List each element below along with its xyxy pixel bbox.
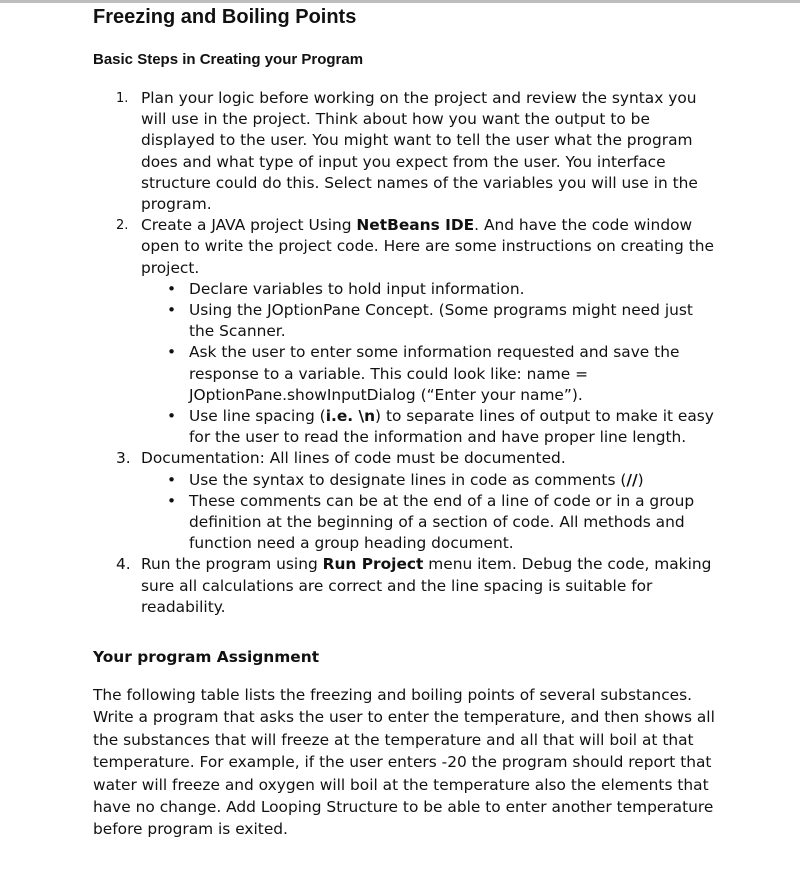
bullet-icon: •	[167, 343, 177, 362]
step-2	[93, 215, 723, 279]
step-2-text-bold: NetBeans IDE	[356, 216, 475, 235]
bullet-text: Using the JOptionPane Concept. (Some programs might need just the Scanner.	[189, 301, 693, 341]
bullet-text: Declare variables to hold input information.	[189, 279, 525, 298]
assignment-paragraph: The following table lists the freezing and boiling points of several substances. Write a program that asks the user to enter the temperature, and then shows all the substances that will freeze at the temperature and all that will boil at that temperature. For example, if the user enters -20 the program should report that water will freeze and oxygen will boil at the temperature also the elements that have no change. Add Looping Structure to be able to enter another temperature before program is exited.	[93, 686, 715, 839]
bullet-icon: •	[167, 301, 177, 320]
bullet-text: Ask the user to enter some information requested and save the response to a variable. This could look like: name = JOptionPane.showInputDialog (“Enter your name”).	[189, 343, 680, 404]
step-3-number: 3.	[116, 449, 131, 468]
step-2-text-pre: Create a JAVA project Using	[141, 216, 357, 235]
step-1-text: Plan your logic before working on the project and review the syntax you will use in the project. Think about how you want the output to be displayed to the user. You might want to tell the user what the program does and what type of input you expect from the user. You interface structure could do this. Select names of the variables you will use in the program.	[141, 89, 698, 214]
page-title: Freezing and Boiling Points	[93, 6, 357, 28]
bullet-icon: •	[167, 491, 177, 510]
bullet-text-bold: //	[626, 470, 638, 489]
step-2-bullet-4	[93, 406, 723, 448]
bullet-text: These comments can be at the end of a line of code or in a group definition at the beginning of a section of code. All methods and function need a group heading document.	[189, 491, 695, 553]
step-2-number: 2.	[116, 218, 129, 234]
bullet-icon: •	[167, 407, 177, 426]
step-1-number: 1.	[116, 91, 129, 106]
step-2-bullet-3	[93, 342, 723, 406]
bullet-text-bold: i.e. \n	[325, 407, 376, 426]
step-2-bullet-2	[93, 300, 723, 342]
section-heading-basic-steps: Basic Steps in Creating your Program	[93, 51, 364, 68]
section-heading-assignment: Your program Assignment	[93, 648, 320, 666]
bullet-text-pre: Use line spacing (	[189, 407, 326, 426]
step-4-text-bold: Run Project	[322, 555, 424, 574]
step-2-text-post: . And have the code window open to write the project code. Here are some instructions on creating the project.	[141, 216, 714, 277]
bullet-text-post: ) to separate lines of output to make it easy for the user to read the information and have proper line length.	[189, 407, 714, 447]
step-3	[93, 448, 723, 469]
step-1	[93, 88, 723, 215]
step-3-bullet-2	[93, 491, 723, 555]
step-4	[93, 554, 723, 618]
steps-list	[93, 88, 723, 618]
bullet-text-pre: Use the syntax to designate lines in code as comments (	[189, 470, 627, 489]
step-3-bullet-1	[93, 470, 723, 491]
step-3-text: Documentation: All lines of code must be documented.	[141, 449, 566, 468]
step-4-number: 4.	[116, 555, 131, 574]
step-4-text-post: menu item. Debug the code, making sure all calculations are correct and the line spacing is suitable for readability.	[141, 555, 712, 616]
step-4-text-pre: Run the program using	[141, 555, 323, 574]
bullet-icon: •	[167, 470, 177, 489]
bullet-icon: •	[167, 279, 177, 298]
bullet-text-post: )	[637, 470, 644, 489]
step-2-bullet-1	[93, 279, 723, 300]
